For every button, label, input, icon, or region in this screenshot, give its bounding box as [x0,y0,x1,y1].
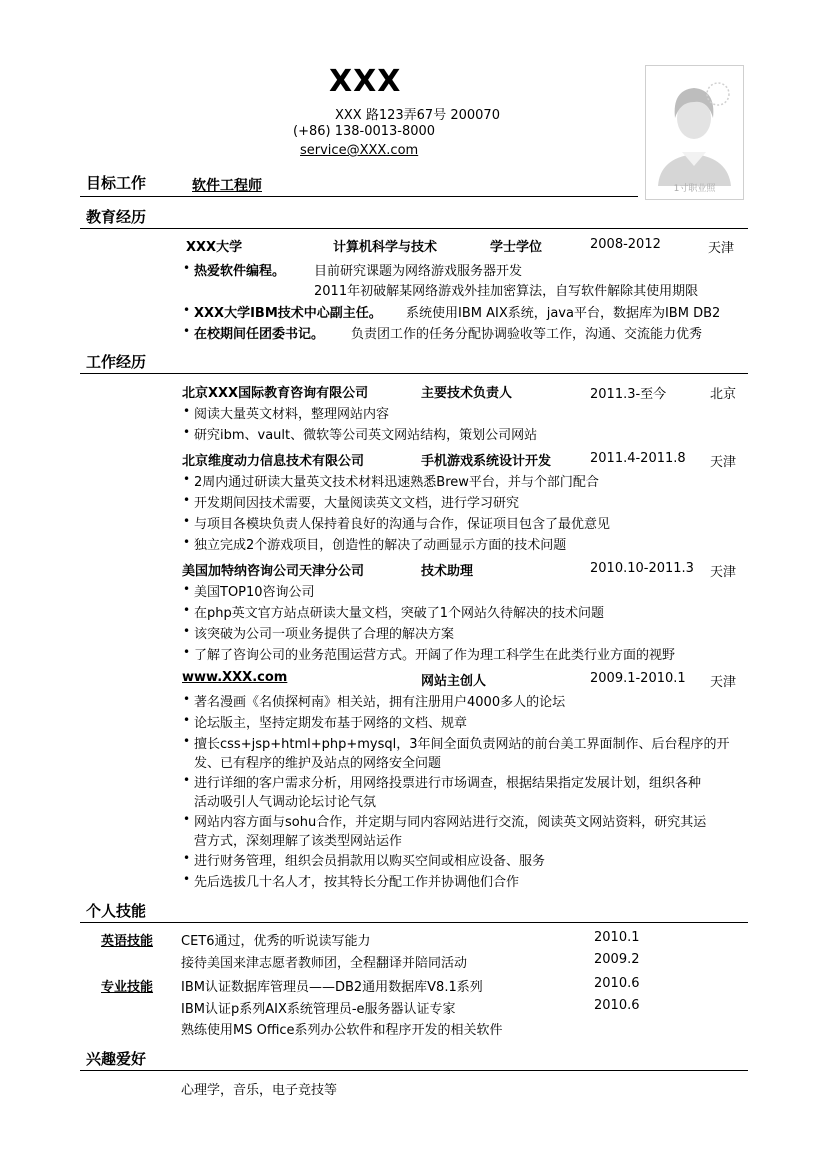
bullet-icon: • [183,324,191,338]
bullet-icon: • [183,582,191,596]
job-bullet: 独立完成2个游戏项目，创造性的解决了动画显示方面的技术问题 [194,538,567,553]
job-city: 天津 [710,455,737,470]
photo-caption: 1寸职业照 [673,184,716,194]
job-bullet: 在php英文官方站点研读大量文档，突破了1个网站久待解决的技术问题 [194,606,605,621]
edu-item-head: 在校期间任团委书记。 [194,327,325,342]
school-major: 计算机科学与技术 [333,240,438,255]
skill-row-text: IBM认证p系列AIX系统管理员-e服务器认证专家 [181,1002,456,1017]
job-role: 网站主创人 [421,674,487,689]
job-bullet: 研究ibm、vault、微软等公司英文网站结构，策划公司网站 [194,428,538,443]
objective-value: 软件工程师 [192,178,262,194]
school-city: 天津 [708,241,735,256]
job-city: 北京 [710,387,737,402]
skill-row-text: IBM认证数据库管理员——DB2通用数据库V8.1系列 [181,980,483,995]
bullet-icon: • [183,851,191,865]
job-bullet: 2周内通过研读大量英文技术材料迅速熟悉Brew平台，并与个部门配合 [194,475,599,490]
job-role: 主要技术负责人 [421,386,513,401]
job-role: 技术助理 [421,564,474,579]
job-bullet: 美国TOP10咨询公司 [194,585,315,600]
hobbies-text: 心理学，音乐，电子竞技等 [181,1083,338,1098]
job-bullet: 进行详细的客户需求分析，用网络投票进行市场调查，根据结果指定发展计划，组织各种 [194,776,702,791]
job-bullet: 开发期间因技术需要，大量阅读英文文档，进行学习研究 [194,496,520,511]
job-bullet: 了解了咨询公司的业务范围运营方式。开阔了作为理工科学生在此类行业方面的视野 [194,648,676,663]
edu-item-head: XXX大学IBM技术中心副主任。 [194,306,382,321]
job-bullet-cont: 发、已有程序的维护及站点的网络安全问题 [194,756,442,771]
work-rule [80,373,748,374]
job-company: 北京XXX国际教育咨询有限公司 [182,386,369,401]
objective-rule [80,196,638,197]
education-rule [80,228,748,229]
bullet-icon: • [183,713,191,727]
job-company: 北京维度动力信息技术有限公司 [182,454,365,469]
job-bullet: 该突破为公司一项业务提供了合理的解决方案 [194,627,455,642]
skill-group-label-english: 英语技能 [101,934,154,949]
job-company-website[interactable]: www.XXX.com [182,670,288,685]
skill-row-date: 2009.2 [594,952,640,967]
objective-label: 目标工作 [86,174,147,192]
job-city: 天津 [710,565,737,580]
bullet-icon: • [183,812,191,826]
job-bullet-cont: 营方式，深刻理解了该类型网站运作 [194,834,403,849]
skills-rule [80,922,748,923]
job-bullet: 网站内容方面与sohu合作，并定期与同内容网站进行交流，阅读英文网站资料，研究其运 [194,815,707,830]
job-role: 手机游戏系统设计开发 [421,454,552,469]
bullet-icon: • [183,404,191,418]
bullet-icon: • [183,734,191,748]
skill-row-date: 2010.6 [594,976,640,991]
edu-item-text: 2011年初破解某网络游戏外挂加密算法，自写软件解除其使用期限 [314,284,699,299]
bullet-icon: • [183,692,191,706]
bullet-icon: • [183,472,191,486]
skill-row-text: 熟练使用MS Office系列办公软件和程序开发的相关软件 [181,1023,503,1038]
bullet-icon: • [183,261,191,275]
edu-item-text: 系统使用IBM AIX系统，java平台，数据库为IBM DB2 [406,306,721,321]
edu-item-text: 目前研究课题为网络游戏服务器开发 [314,264,523,279]
person-silhouette-icon [646,66,743,199]
job-bullet: 与项目各模块负责人保持着良好的沟通与合作，保证项目包含了最优意见 [194,517,611,532]
address: XXX 路123弄67号 200070 [335,108,500,123]
bullet-icon: • [183,645,191,659]
section-title-skills: 个人技能 [86,902,147,920]
school-period: 2008-2012 [590,237,661,252]
bullet-icon: • [183,303,191,317]
bullet-icon: • [183,425,191,439]
school-name: XXX大学 [186,240,243,255]
job-period: 2009.1-2010.1 [590,671,686,686]
skill-row-text: CET6通过，优秀的听说读写能力 [181,934,371,949]
edu-item-head: 热爱软件编程。 [194,264,286,279]
school-degree: 学士学位 [490,240,543,255]
candidate-name: XXX [329,64,402,99]
skill-row-text: 接待美国来津志愿者教师团，全程翻译并陪同活动 [181,956,468,971]
bullet-icon: • [183,493,191,507]
skill-row-date: 2010.6 [594,998,640,1013]
bullet-icon: • [183,603,191,617]
bullet-icon: • [183,624,191,638]
section-title-hobbies: 兴趣爱好 [86,1050,147,1068]
job-bullet: 著名漫画《名侦探柯南》相关站，拥有注册用户4000多人的论坛 [194,695,566,710]
job-bullet: 进行财务管理，组织会员捐款用以购买空间或相应设备、服务 [194,854,546,869]
job-bullet: 先后选拔几十名人才，按其特长分配工作并协调他们合作 [194,875,520,890]
bullet-icon: • [183,535,191,549]
hobbies-rule [80,1070,748,1071]
job-bullet: 阅读大量英文材料，整理网站内容 [194,407,390,422]
bullet-icon: • [183,773,191,787]
job-company: 美国加特纳咨询公司天津分公司 [182,564,365,579]
bullet-icon: • [183,514,191,528]
job-bullet: 擅长css+jsp+html+php+mysql，3年间全面负责网站的前台美工界面制作、后台程序的开 [194,737,730,752]
phone: (+86) 138-0013-8000 [293,124,436,139]
edu-item-text: 负责团工作的任务分配协调验收等工作，沟通、交流能力优秀 [351,327,703,342]
job-period: 2011.4-2011.8 [590,451,686,466]
photo-placeholder [645,65,744,200]
section-title-work: 工作经历 [86,353,147,371]
skill-row-date: 2010.1 [594,930,640,945]
section-title-education: 教育经历 [86,208,147,226]
email-link[interactable]: service@XXX.com [300,143,419,158]
job-period: 2011.3-至今 [590,387,667,402]
job-period: 2010.10-2011.3 [590,561,694,576]
bullet-icon: • [183,872,191,886]
job-bullet-cont: 活动吸引人气调动论坛讨论气氛 [194,795,377,810]
job-bullet: 论坛版主，坚持定期发布基于网络的文档、规章 [194,716,468,731]
job-city: 天津 [710,675,737,690]
skill-group-label-professional: 专业技能 [101,980,154,995]
